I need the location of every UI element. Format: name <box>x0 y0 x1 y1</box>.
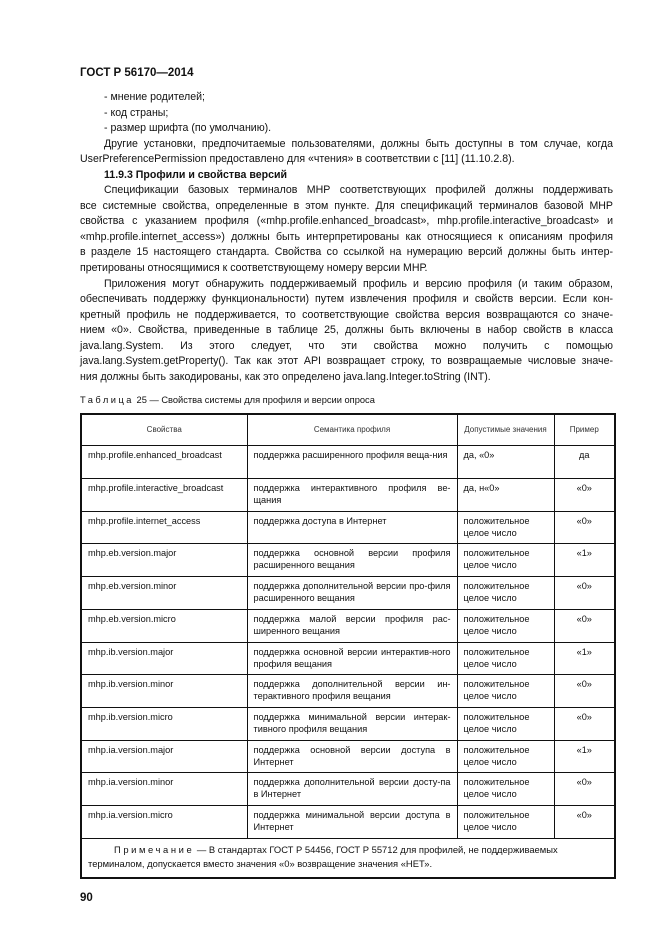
text-line: java.lang.System. Из этого следует, что эти свойства можно получить с помощью <box>80 339 613 352</box>
allowed-values-cell: положительное целое число <box>457 805 554 838</box>
text-line: «mhp.profile.internet_access») должны быть интерпретированы как относящиеся к описаниям профиля <box>80 230 613 243</box>
allowed-values-cell: положительное целое число <box>457 511 554 544</box>
example-cell: «0» <box>554 805 615 838</box>
text-line: Спецификации базовых терминалов МНР соответствующих профилей должны поддерживать <box>104 184 613 197</box>
text-line: java.lang.System.getProperty(). Так как этот API возвращает строку, то возвращаемые числовые значе- <box>80 355 613 368</box>
table-caption-label: Таблица <box>80 395 134 406</box>
example-cell: «0» <box>554 577 615 610</box>
property-cell: mhp.ib.version.micro <box>81 707 247 740</box>
example-cell: да <box>554 446 615 479</box>
table-row <box>81 511 615 544</box>
allowed-values-cell: положительное целое число <box>457 642 554 675</box>
semantics-cell: поддержка малой версии профиля рас-ширенного вещания <box>247 609 457 642</box>
allowed-values-cell: положительное целое число <box>457 577 554 610</box>
property-cell: mhp.ia.version.micro <box>81 805 247 838</box>
table-row <box>81 773 615 806</box>
semantics-cell: поддержка интерактивного профиля ве-щания <box>247 479 457 512</box>
text-line: - код страны; <box>104 106 169 119</box>
table-row <box>81 544 615 577</box>
allowed-values-cell: положительное целое число <box>457 544 554 577</box>
column-header: Допустимые значения <box>457 414 554 446</box>
column-header: Пример <box>554 414 615 446</box>
text-line: - размер шрифта (по умолчанию). <box>104 122 272 135</box>
example-cell: «1» <box>554 740 615 773</box>
semantics-cell: поддержка основной версии профиля расширенного вещания <box>247 544 457 577</box>
text-line: Приложения могут обнаружить поддерживаемый профиль и версию профиля (и таким образом, <box>104 277 613 290</box>
table-note-row <box>81 838 615 878</box>
property-cell: mhp.ia.version.minor <box>81 773 247 806</box>
allowed-values-cell: положительное целое число <box>457 609 554 642</box>
document-header: ГОСТ Р 56170—2014 <box>80 67 194 79</box>
table-row <box>81 577 615 610</box>
property-cell: mhp.profile.interactive_broadcast <box>81 479 247 512</box>
table-row <box>81 805 615 838</box>
column-header: Семантика профиля <box>247 414 457 446</box>
text-line: кретный профиль не поддерживается, то соответствующие свойства версия возвращаются со значе- <box>80 308 613 321</box>
allowed-values-cell: положительное целое число <box>457 675 554 708</box>
table-row <box>81 609 615 642</box>
example-cell: «0» <box>554 675 615 708</box>
text-line: UserPreferencePermission предоставлено для «чтения» в соответствии с [11] (11.10.2.8). <box>80 153 515 166</box>
body-text <box>80 90 613 385</box>
property-cell: mhp.profile.enhanced_broadcast <box>81 446 247 479</box>
properties-table <box>80 413 616 878</box>
page-number: 90 <box>80 891 93 904</box>
table-note <box>81 838 615 878</box>
property-cell: mhp.ib.version.minor <box>81 675 247 708</box>
example-cell: «0» <box>554 609 615 642</box>
property-cell: mhp.eb.version.minor <box>81 577 247 610</box>
semantics-cell: поддержка доступа в Интернет <box>247 511 457 544</box>
allowed-values-cell: да, «0» <box>457 446 554 479</box>
column-header: Свойства <box>81 414 247 446</box>
allowed-values-cell: да, н«0» <box>457 479 554 512</box>
semantics-cell: поддержка минимальной версии доступа в Интернет <box>247 805 457 838</box>
example-cell: «0» <box>554 511 615 544</box>
semantics-cell: поддержка дополнительной версии досту-па в Интернет <box>247 773 457 806</box>
example-cell: «0» <box>554 773 615 806</box>
allowed-values-cell: положительное целое число <box>457 773 554 806</box>
note-text: — В стандартах ГОСТ Р 54456, ГОСТ Р 55712 для профилей, не поддерживаемых терминалом, допускается вместо значения «0» возвращение значения «НЕТ». <box>88 843 558 869</box>
table-row <box>81 479 615 512</box>
table-caption <box>80 394 614 406</box>
text-line: свойства с указанием профиля («mhp.profile.enhanced_broadcast», mhp.profile.interactive_broadcast» и <box>80 215 613 228</box>
text-line: нием «0». Свойства, приведенные в таблице 25, должны быть включены в набор свойств в класса <box>80 324 613 337</box>
table-row <box>81 642 615 675</box>
allowed-values-cell: положительное целое число <box>457 707 554 740</box>
note-label: Примечание <box>114 843 195 855</box>
example-cell: «0» <box>554 479 615 512</box>
allowed-values-cell: положительное целое число <box>457 740 554 773</box>
property-cell: mhp.eb.version.major <box>81 544 247 577</box>
semantics-cell: поддержка основной версии доступа в Интернет <box>247 740 457 773</box>
text-line: ния должны быть закодированы, как это определено java.lang.Integer.toString (INT). <box>80 370 491 383</box>
semantics-cell: поддержка дополнительной версии про-филя расширенного вещания <box>247 577 457 610</box>
table-row <box>81 740 615 773</box>
property-cell: mhp.ia.version.major <box>81 740 247 773</box>
example-cell: «0» <box>554 707 615 740</box>
text-line: Другие установки, предпочитаемые пользователями, должны быть доступны в том случае, когда <box>104 137 613 150</box>
table-row <box>81 707 615 740</box>
text-line: претированы относящимися к соответствующему номеру версии МНР. <box>80 262 428 275</box>
text-line: обеспечивать поддержку функциональности) путем извлечения профиля и свойств версии. Если кон- <box>80 293 613 306</box>
property-cell: mhp.ib.version.major <box>81 642 247 675</box>
semantics-cell: поддержка дополнительной версии ин-терактивного профиля вещания <box>247 675 457 708</box>
property-cell: mhp.eb.version.micro <box>81 609 247 642</box>
text-line: все системные свойства, определенные в этом пункте. Для спецификаций терминалов базовой МНР <box>80 199 613 212</box>
table-caption-text: 25 — Свойства системы для профиля и версии опроса <box>133 395 375 406</box>
semantics-cell: поддержка основной версии интерактив-ного профиля вещания <box>247 642 457 675</box>
section-heading: 11.9.3 Профили и свойства версий <box>104 168 287 181</box>
table-header-row <box>81 414 615 446</box>
document-page <box>80 66 614 905</box>
semantics-cell: поддержка минимальной версии интерак-тивного профиля вещания <box>247 707 457 740</box>
table-row <box>81 446 615 479</box>
text-line: в разделе 15 настоящего стандарта. Свойства со ссылкой на нумерацию версий должны быть интер- <box>80 246 613 259</box>
table-row <box>81 675 615 708</box>
text-line: - мнение родителей; <box>104 91 205 103</box>
example-cell: «1» <box>554 544 615 577</box>
semantics-cell: поддержка расширенного профиля веща-ния <box>247 446 457 479</box>
example-cell: «1» <box>554 642 615 675</box>
property-cell: mhp.profile.internet_access <box>81 511 247 544</box>
